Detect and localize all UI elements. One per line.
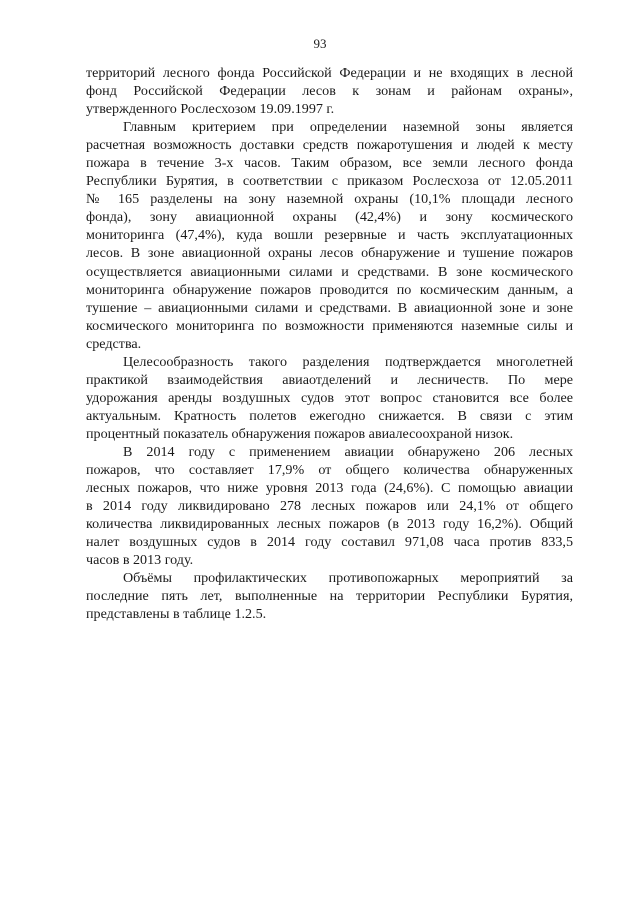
text-line: лесных пожаров, что ниже уровня 2013 года (24,6%). С помощью авиации (86, 480, 573, 497)
text-line: № 165 разделены на зону наземной охраны (10,1% площади лесного (86, 191, 573, 208)
text-line: средства. (86, 335, 142, 352)
text-line: количества ликвидированных лесных пожаров (в 2013 году 16,2%). Общий (86, 516, 573, 533)
text-line: мониторинга (47,4%), куда вошли резервные и часть эксплуатационных (86, 227, 573, 244)
text-line: Республики Бурятия, в соответствии с приказом Рослесхоза от 12.05.2011 (86, 173, 573, 190)
text-line: процентный показатель обнаружения пожаров авиалесоохраной низок. (86, 425, 514, 442)
text-line: тушение – авиационными силами и средствами. В авиационной зоне и зоне (86, 299, 573, 316)
text-line: мониторинга обнаружение пожаров проводится по космическим данным, а (86, 281, 573, 298)
text-line: практикой взаимодействия авиаотделений и лесничеств. По мере (86, 371, 573, 388)
paragraph (86, 443, 573, 569)
text-line: осуществляется авиационными силами и средствами. В зоне космического (86, 263, 573, 280)
paragraph (86, 118, 573, 353)
text-line: Целесообразность такого разделения подтверждается многолетней (123, 353, 573, 370)
text-line: в 2014 году ликвидировано 278 лесных пожаров или 24,1% от общего (86, 498, 573, 515)
text-line: актуальным. Кратность полетов ежегодно снижается. В связи с этим (86, 407, 573, 424)
text-line: представлены в таблице 1.2.5. (86, 606, 267, 623)
text-line: фонда), зону авиационной охраны (42,4%) и зону космического (86, 209, 573, 226)
text-line: расчетная возможность доставки средств пожаротушения и людей к месту (86, 137, 573, 154)
text-line: территорий лесного фонда Российской Федерации и не входящих в лесной (86, 65, 573, 81)
text-line: фонд Российской Федерации лесов к зонам и районам охраны», (86, 83, 573, 100)
paragraph (86, 353, 573, 443)
text-line: В 2014 году с применением авиации обнаружено 206 лесных (123, 443, 573, 460)
text-line: часов в 2013 году. (86, 552, 194, 569)
text-line: Объёмы профилактических противопожарных мероприятий за (123, 570, 573, 587)
paragraph (86, 64, 573, 118)
text-line: удорожания аренды воздушных судов этот вопрос становится все более (86, 389, 573, 406)
text-line: пожаров, что составляет 17,9% от общего количества обнаруженных (86, 462, 573, 479)
text-line: космического мониторинга по возможности применяются наземные силы и (86, 317, 573, 334)
text-line: утвержденного Рослесхозом 19.09.1997 г. (86, 101, 335, 118)
text-line: последние пять лет, выполненные на территории Республики Бурятия, (86, 588, 573, 605)
text-line: лесов. В зоне авиационной охраны лесов обнаружение и тушение пожаров (86, 245, 573, 262)
paragraph (86, 569, 573, 623)
text-line: пожара в течение 3-х часов. Таким образом, все земли лесного фонда (86, 155, 573, 172)
document-body (86, 64, 573, 623)
page-number: 93 (313, 36, 327, 51)
text-line: Главным критерием при определении наземной зоны является (123, 119, 573, 136)
text-line: налет воздушных судов в 2014 году составил 971,08 часа против 833,5 (86, 534, 573, 551)
